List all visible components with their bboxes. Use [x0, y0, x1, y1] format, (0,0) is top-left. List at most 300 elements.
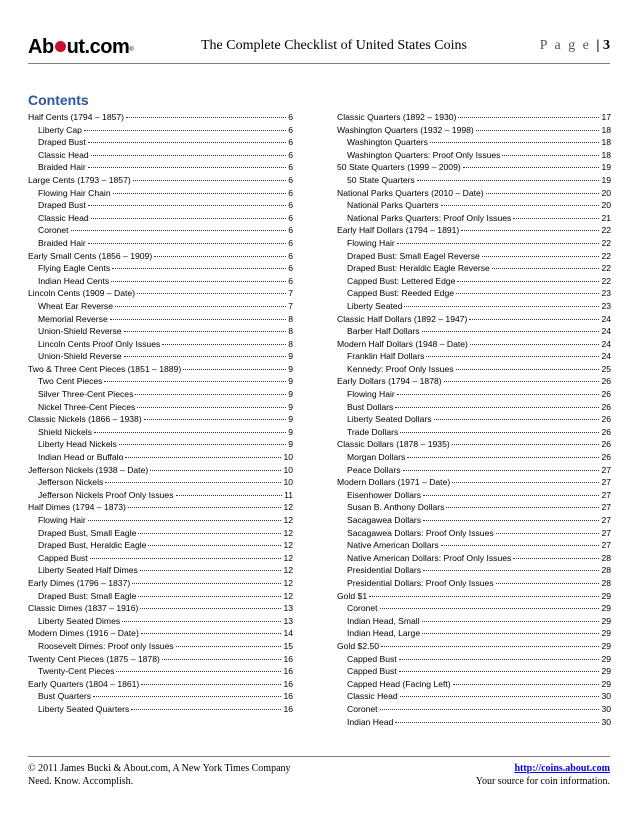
- toc-entry-label: Flowing Hair: [347, 389, 395, 400]
- toc-leader-dots: [400, 432, 599, 433]
- toc-subentry[interactable]: [337, 237, 611, 250]
- toc-subentry[interactable]: [337, 678, 611, 691]
- toc-entry-page: 27: [601, 540, 611, 551]
- toc-leader-dots: [150, 470, 281, 471]
- toc-entry-label: Capped Bust: Reeded Edge: [347, 288, 455, 299]
- page-label: P a g e: [539, 38, 591, 53]
- toc-entry-label: Modern Dollars (1971 – Date): [337, 477, 451, 488]
- toc-subentry[interactable]: [337, 665, 611, 678]
- toc-leader-dots: [444, 381, 600, 382]
- toc-entry[interactable]: [28, 363, 293, 376]
- toc-entry-label: Capped Bust: [38, 552, 88, 563]
- toc-leader-dots: [369, 596, 599, 597]
- toc-entry-label: Indian Head, Small: [347, 615, 420, 626]
- toc-leader-dots: [381, 646, 599, 647]
- footer-tagline: Need. Know. Accomplish.: [28, 776, 134, 787]
- toc-entry-page: 20: [601, 187, 611, 198]
- toc-entry-page: 20: [601, 200, 611, 211]
- toc-entry-page: 17: [601, 112, 611, 122]
- toc-entry-page: 16: [283, 678, 293, 689]
- toc-leader-dots: [513, 558, 599, 559]
- toc-leader-dots: [91, 155, 287, 156]
- toc-entry-label: Bust Dollars: [347, 401, 394, 412]
- contents-heading: Contents: [28, 92, 89, 108]
- toc-leader-dots: [380, 709, 600, 710]
- toc-subentry[interactable]: [28, 552, 293, 565]
- toc-entry-label: Presidential Dollars: Proof Only Issues: [347, 577, 494, 588]
- toc-entry-label: Draped Bust: [38, 200, 86, 211]
- toc-entry-page: 6: [288, 237, 293, 248]
- toc-entry[interactable]: [28, 287, 293, 300]
- toc-entry[interactable]: [337, 590, 611, 603]
- toc-subentry[interactable]: [28, 224, 293, 237]
- toc-subentry[interactable]: [337, 300, 611, 313]
- toc-right-column: [337, 111, 611, 728]
- toc-entry[interactable]: [337, 313, 611, 326]
- toc-subentry[interactable]: [337, 262, 611, 275]
- toc-subentry[interactable]: [28, 401, 293, 414]
- toc-entry-label: Modern Dimes (1916 – Date): [28, 628, 139, 639]
- toc-entry-label: Liberty Seated: [347, 300, 403, 311]
- toc-entry-label: Union-Shield Reverse: [38, 326, 122, 337]
- toc-leader-dots: [380, 608, 600, 609]
- toc-subentry[interactable]: [28, 514, 293, 527]
- toc-subentry[interactable]: [28, 338, 293, 351]
- toc-leader-dots: [138, 533, 281, 534]
- toc-entry-label: Morgan Dollars: [347, 452, 406, 463]
- toc-entry-page: 27: [601, 515, 611, 525]
- toc-subentry[interactable]: [28, 690, 293, 703]
- footer-url-link[interactable]: http://coins.about.com: [514, 763, 610, 774]
- toc-entry-label: Large Cents (1793 – 1857): [28, 174, 131, 185]
- toc-entry-page: 12: [283, 515, 293, 525]
- toc-subentry[interactable]: [337, 653, 611, 666]
- page-number: [540, 38, 610, 54]
- toc-entry-page: 6: [288, 137, 293, 148]
- toc-leader-dots: [71, 230, 287, 231]
- toc-leader-dots: [176, 495, 283, 496]
- toc-subentry[interactable]: [28, 300, 293, 313]
- toc-leader-dots: [88, 243, 286, 244]
- toc-subentry[interactable]: [28, 313, 293, 326]
- toc-subentry[interactable]: [28, 615, 293, 628]
- toc-entry-page: 25: [601, 363, 611, 374]
- toc-entry-page: 12: [283, 502, 293, 513]
- toc-leader-dots: [144, 419, 287, 420]
- toc-entry-label: Coronet: [347, 603, 378, 614]
- toc-subentry[interactable]: [337, 401, 611, 414]
- toc-entry[interactable]: [28, 174, 293, 187]
- toc-entry-label: Barber Half Dollars: [347, 326, 420, 337]
- toc-subentry[interactable]: [337, 388, 611, 401]
- toc-entry-page: 28: [601, 577, 611, 588]
- toc-entry-page: 16: [283, 691, 293, 702]
- toc-entry-page: 23: [601, 300, 611, 311]
- toc-entry-label: Washington Quarters (1932 – 1998): [337, 124, 474, 135]
- toc-entry-label: Modern Half Dollars (1948 – Date): [337, 338, 468, 349]
- toc-subentry[interactable]: [28, 426, 293, 439]
- toc-entry-label: Flowing Hair Chain: [38, 187, 111, 198]
- toc-entry-label: Capped Head (Facing Left): [347, 678, 451, 689]
- toc-subentry[interactable]: [337, 426, 611, 439]
- toc-entry-page: 12: [283, 577, 293, 588]
- toc-entry-label: Bust Quarters: [38, 691, 92, 702]
- toc-entry-page: 26: [601, 439, 611, 450]
- toc-entry[interactable]: [28, 111, 293, 124]
- toc-entry-page: 6: [288, 124, 293, 135]
- toc-entry[interactable]: [337, 187, 611, 200]
- toc-leader-dots: [395, 407, 599, 408]
- toc-entry-label: Trade Dollars: [347, 426, 399, 437]
- toc-entry[interactable]: [337, 224, 611, 237]
- toc-entry-label: Liberty Seated Dollars: [347, 414, 432, 425]
- toc-entry-label: Draped Bust: Heraldic Eagle Reverse: [347, 263, 490, 274]
- toc-entry-label: Susan B. Anthony Dollars: [347, 502, 445, 513]
- toc-entry-label: Flying Eagle Cents: [38, 263, 111, 274]
- toc-leader-dots: [183, 369, 286, 370]
- logo-text-b: ut.com: [66, 36, 130, 58]
- toc-leader-dots: [469, 319, 599, 320]
- header-divider: [28, 63, 610, 64]
- toc-leader-dots: [453, 684, 600, 685]
- toc-entry-label: Liberty Seated Quarters: [38, 703, 130, 714]
- toc-leader-dots: [124, 356, 287, 357]
- toc-subentry[interactable]: [337, 514, 611, 527]
- toc-entry[interactable]: [337, 476, 611, 489]
- toc-entry-label: Silver Three-Cent Pieces: [38, 389, 134, 400]
- toc-leader-dots: [404, 306, 599, 307]
- toc-entry[interactable]: [337, 338, 611, 351]
- toc-leader-dots: [88, 142, 286, 143]
- toc-entry-label: Classic Nickels (1866 – 1938): [28, 414, 142, 425]
- toc-subentry[interactable]: [28, 451, 293, 464]
- toc-entry-page: 9: [288, 351, 293, 362]
- page-number-value: | 3: [596, 38, 610, 53]
- toc-entry[interactable]: [337, 124, 611, 137]
- logo-text-a: Ab: [28, 36, 54, 58]
- toc-leader-dots: [132, 583, 281, 584]
- toc-leader-dots: [441, 545, 600, 546]
- toc-subentry[interactable]: [28, 703, 293, 716]
- toc-entry-label: 50 State Quarters (1999 – 2009): [337, 162, 461, 173]
- toc-entry-label: Indian Head: [347, 716, 394, 727]
- toc-entry-page: 11: [284, 489, 293, 500]
- toc-entry-page: 9: [288, 439, 293, 450]
- toc-entry[interactable]: [28, 464, 293, 477]
- toc-leader-dots: [446, 507, 599, 508]
- toc-entry-label: Peace Dollars: [347, 464, 401, 475]
- toc-entry-label: National Parks Quarters: [347, 200, 439, 211]
- toc-leader-dots: [456, 293, 599, 294]
- toc-entry-label: Indian Head, Large: [347, 628, 421, 639]
- toc-entry-label: Lincoln Cents Proof Only Issues: [38, 338, 161, 349]
- toc-entry[interactable]: [28, 627, 293, 640]
- toc-entry-label: Classic Dimes (1837 – 1916): [28, 603, 139, 614]
- toc-entry-label: Jefferson Nickels Proof Only Issues: [38, 489, 174, 500]
- toc-entry[interactable]: [337, 111, 611, 124]
- toc-leader-dots: [492, 268, 600, 269]
- toc-entry-page: 6: [288, 275, 293, 286]
- toc-subentry[interactable]: [28, 527, 293, 540]
- toc-entry-page: 6: [288, 112, 293, 122]
- toc-entry-page: 16: [283, 666, 293, 677]
- toc-leader-dots: [119, 444, 286, 445]
- about-com-logo[interactable]: [28, 36, 133, 61]
- toc-leader-dots: [88, 205, 286, 206]
- toc-leader-dots: [124, 331, 287, 332]
- toc-leader-dots: [422, 621, 600, 622]
- toc-entry-page: 24: [601, 313, 611, 324]
- toc-leader-dots: [496, 583, 600, 584]
- toc-subentry[interactable]: [28, 665, 293, 678]
- toc-subentry[interactable]: [337, 250, 611, 263]
- toc-entry-label: Presidential Dollars: [347, 565, 422, 576]
- toc-leader-dots: [162, 659, 282, 660]
- toc-subentry[interactable]: [337, 174, 611, 187]
- toc-entry[interactable]: [28, 250, 293, 263]
- toc-entry-label: Early Small Cents (1856 – 1909): [28, 250, 153, 261]
- toc-entry-label: Coronet: [347, 703, 378, 714]
- toc-entry-page: 26: [601, 376, 611, 387]
- toc-subentry[interactable]: [28, 539, 293, 552]
- toc-leader-dots: [423, 520, 599, 521]
- toc-entry-page: 9: [288, 401, 293, 412]
- toc-entry-label: Early Quarters (1804 – 1861): [28, 678, 140, 689]
- toc-leader-dots: [140, 608, 281, 609]
- toc-subentry[interactable]: [337, 363, 611, 376]
- toc-subentry[interactable]: [28, 187, 293, 200]
- toc-entry-page: 22: [601, 225, 611, 236]
- toc-entry[interactable]: [337, 375, 611, 388]
- toc-subentry[interactable]: [28, 199, 293, 212]
- toc-leader-dots: [88, 167, 286, 168]
- toc-subentry[interactable]: [337, 199, 611, 212]
- toc-entry-page: 14: [283, 628, 293, 639]
- toc-entry-label: Capped Bust: [347, 653, 397, 664]
- logo-dot-icon: [55, 41, 66, 52]
- toc-entry-label: Gold $1: [337, 590, 368, 601]
- toc-entry-page: 8: [288, 326, 293, 337]
- toc-entry-page: 22: [601, 275, 611, 286]
- toc-leader-dots: [461, 230, 599, 231]
- toc-entry-page: 26: [601, 389, 611, 400]
- footer-left: [28, 762, 291, 788]
- toc-subentry[interactable]: [337, 212, 611, 225]
- toc-entry[interactable]: [28, 678, 293, 691]
- toc-subentry[interactable]: [28, 375, 293, 388]
- toc-subentry[interactable]: [28, 640, 293, 653]
- toc-leader-dots: [470, 344, 600, 345]
- toc-entry-label: Wheat Ear Reverse: [38, 300, 113, 311]
- toc-subentry[interactable]: [28, 262, 293, 275]
- toc-entry[interactable]: [28, 653, 293, 666]
- toc-subentry[interactable]: [337, 577, 611, 590]
- toc-leader-dots: [111, 281, 286, 282]
- toc-entry[interactable]: [337, 438, 611, 451]
- toc-entry-label: Roosevelt Dimes: Proof only Issues: [38, 640, 174, 651]
- toc-entry-page: 8: [288, 313, 293, 324]
- toc-subentry[interactable]: [28, 237, 293, 250]
- toc-entry-label: Draped Bust: [38, 137, 86, 148]
- toc-entry-label: Capped Bust: [347, 666, 397, 677]
- toc-entry-page: 9: [288, 389, 293, 400]
- toc-subentry[interactable]: [337, 539, 611, 552]
- toc-leader-dots: [88, 520, 282, 521]
- toc-entry-page: 16: [283, 653, 293, 664]
- toc-leader-dots: [502, 155, 599, 156]
- toc-entry-page: 12: [283, 565, 293, 576]
- toc-subentry[interactable]: [28, 564, 293, 577]
- toc-subentry[interactable]: [28, 388, 293, 401]
- toc-entry-label: National Parks Quarters (2010 – Date): [337, 187, 484, 198]
- toc-leader-dots: [422, 633, 599, 634]
- toc-leader-dots: [137, 407, 286, 408]
- toc-entry-page: 15: [283, 640, 293, 651]
- toc-entry-label: Draped Bust, Small Eagle: [38, 527, 137, 538]
- toc-leader-dots: [105, 482, 281, 483]
- toc-leader-dots: [137, 293, 286, 294]
- toc-entry-label: Braided Hair: [38, 162, 86, 173]
- toc-entry-page: 21: [601, 212, 611, 223]
- toc-subentry[interactable]: [28, 438, 293, 451]
- toc-subentry[interactable]: [337, 413, 611, 426]
- toc-subentry[interactable]: [337, 703, 611, 716]
- toc-subentry[interactable]: [337, 564, 611, 577]
- toc-entry-page: 19: [601, 174, 611, 185]
- toc-leader-dots: [417, 180, 600, 181]
- toc-entry-label: Liberty Seated Half Dimes: [38, 565, 138, 576]
- toc-subentry[interactable]: [28, 161, 293, 174]
- toc-entry-label: Memorial Reverse: [38, 313, 108, 324]
- toc-entry-label: Union-Shield Reverse: [38, 351, 122, 362]
- toc-entry[interactable]: [337, 640, 611, 653]
- toc-entry-label: Sacagawea Dollars: [347, 515, 422, 525]
- toc-entry-page: 29: [601, 603, 611, 614]
- toc-subentry[interactable]: [337, 451, 611, 464]
- toc-leader-dots: [496, 533, 600, 534]
- toc-leader-dots: [131, 709, 281, 710]
- toc-leader-dots: [441, 205, 600, 206]
- toc-entry[interactable]: [28, 602, 293, 615]
- toc-subentry[interactable]: [28, 476, 293, 489]
- toc-entry-label: Washington Quarters: [347, 137, 428, 148]
- toc-entry-page: 19: [601, 162, 611, 173]
- toc-entry-page: 12: [283, 552, 293, 563]
- document-title: The Complete Checklist of United States Coins: [201, 38, 467, 53]
- toc-entry-page: 9: [288, 376, 293, 387]
- page-header: [28, 36, 610, 60]
- toc-subentry[interactable]: [28, 124, 293, 137]
- toc-leader-dots: [154, 256, 286, 257]
- toc-subentry[interactable]: [28, 325, 293, 338]
- footer-right: [476, 762, 610, 788]
- toc-left-column: [28, 111, 293, 716]
- toc-entry-label: Capped Bust: Lettered Edge: [347, 275, 456, 286]
- toc-leader-dots: [403, 470, 600, 471]
- toc-subentry[interactable]: [337, 489, 611, 502]
- toc-subentry[interactable]: [28, 350, 293, 363]
- toc-leader-dots: [128, 507, 282, 508]
- toc-entry[interactable]: [28, 501, 293, 514]
- toc-entry-page: 28: [601, 565, 611, 576]
- toc-subentry[interactable]: [337, 464, 611, 477]
- toc-entry-page: 27: [601, 489, 611, 500]
- toc-entry-page: 24: [601, 351, 611, 362]
- toc-entry-page: 29: [601, 590, 611, 601]
- toc-subentry[interactable]: [337, 627, 611, 640]
- toc-subentry[interactable]: [28, 489, 293, 502]
- toc-entry[interactable]: [337, 161, 611, 174]
- toc-subentry[interactable]: [337, 501, 611, 514]
- toc-entry-label: Early Half Dollars (1794 – 1891): [337, 225, 460, 236]
- toc-entry-label: Two Cent Pieces: [38, 376, 103, 387]
- toc-subentry[interactable]: [337, 275, 611, 288]
- toc-entry-label: Draped Bust, Heraldic Eagle: [38, 540, 147, 551]
- toc-subentry[interactable]: [28, 590, 293, 603]
- toc-entry-label: Classic Head: [347, 691, 398, 702]
- toc-entry-label: Classic Head: [38, 149, 89, 160]
- toc-entry-page: 30: [601, 703, 611, 714]
- toc-entry-label: Jefferson Nickels (1938 – Date): [28, 464, 149, 475]
- toc-leader-dots: [423, 570, 599, 571]
- toc-subentry[interactable]: [337, 136, 611, 149]
- toc-leader-dots: [426, 356, 599, 357]
- toc-subentry[interactable]: [28, 275, 293, 288]
- toc-subentry[interactable]: [337, 716, 611, 729]
- toc-leader-dots: [395, 722, 599, 723]
- toc-entry-page: 13: [283, 615, 293, 626]
- toc-entry[interactable]: [28, 413, 293, 426]
- toc-subentry[interactable]: [28, 149, 293, 162]
- toc-leader-dots: [90, 558, 282, 559]
- toc-subentry[interactable]: [337, 615, 611, 628]
- toc-entry-page: 27: [601, 464, 611, 475]
- toc-subentry[interactable]: [337, 325, 611, 338]
- toc-subentry[interactable]: [337, 602, 611, 615]
- toc-entry-label: Classic Head: [38, 212, 89, 223]
- toc-entry-label: Classic Dollars (1878 – 1935): [337, 439, 450, 450]
- toc-entry-label: Washington Quarters: Proof Only Issues: [347, 149, 501, 160]
- toc-entry-label: Draped Bust: Small Eagel Reverse: [347, 250, 480, 261]
- toc-subentry[interactable]: [28, 212, 293, 225]
- toc-subentry[interactable]: [337, 527, 611, 540]
- toc-leader-dots: [126, 117, 286, 118]
- toc-entry-page: 24: [601, 326, 611, 337]
- toc-leader-dots: [141, 633, 282, 634]
- toc-entry-page: 12: [283, 540, 293, 551]
- toc-leader-dots: [140, 570, 282, 571]
- toc-entry-page: 6: [288, 263, 293, 274]
- toc-subentry[interactable]: [337, 690, 611, 703]
- toc-leader-dots: [452, 444, 600, 445]
- toc-entry-page: 18: [601, 137, 611, 148]
- toc-subentry[interactable]: [337, 350, 611, 363]
- toc-subentry[interactable]: [337, 287, 611, 300]
- toc-entry[interactable]: [28, 577, 293, 590]
- toc-leader-dots: [423, 495, 599, 496]
- toc-entry-page: 9: [288, 414, 293, 425]
- footer-copyright: © 2011 James Bucki & About.com, A New York Times Company: [28, 763, 291, 774]
- toc-subentry[interactable]: [28, 136, 293, 149]
- toc-entry-label: Jefferson Nickels: [38, 477, 104, 488]
- toc-subentry[interactable]: [337, 552, 611, 565]
- toc-subentry[interactable]: [337, 149, 611, 162]
- toc-entry-page: 27: [601, 477, 611, 488]
- toc-leader-dots: [422, 331, 600, 332]
- toc-leader-dots: [113, 193, 287, 194]
- toc-entry-page: 6: [288, 187, 293, 198]
- toc-leader-dots: [463, 167, 600, 168]
